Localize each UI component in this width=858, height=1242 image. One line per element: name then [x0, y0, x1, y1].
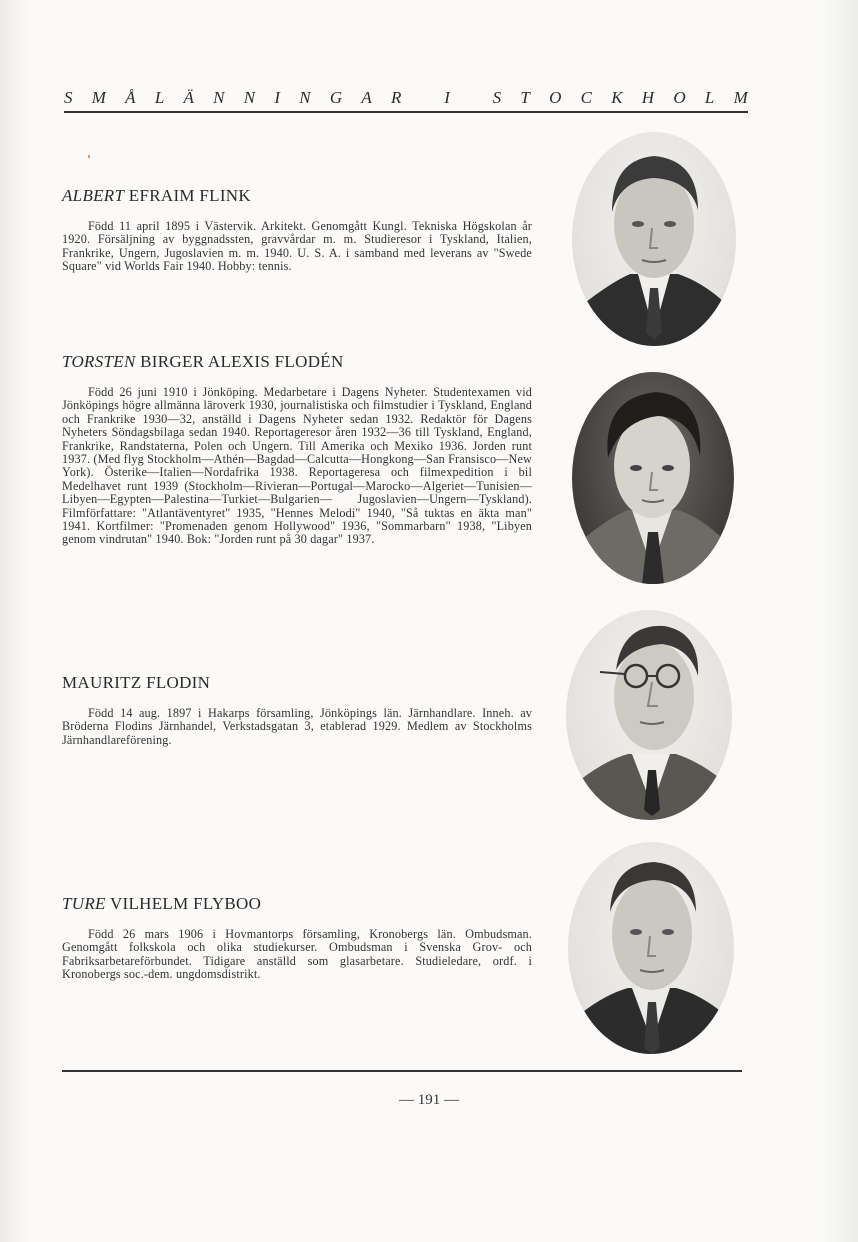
running-head-letter: G — [329, 88, 343, 107]
header-rule — [64, 111, 748, 113]
entry-albert-flink — [62, 186, 532, 274]
running-head — [64, 88, 748, 108]
ink-speck — [88, 155, 90, 158]
running-head-letter: Ä — [183, 88, 194, 107]
surname: BIRGER ALEXIS FLODÉN — [135, 352, 344, 371]
given-name: TURE — [62, 894, 106, 913]
entry-biography: Född 26 mars 1906 i Hovmantorps församling, Kronobergs län. Ombudsman. Genomgått folkskola och olika studiekurser. Ombudsman i Svenska Grov- och Fabriksarbetareförbundet. Tidigare anställd som glasarbetare. Studieledare, ordf. i Kronobergs soc.-dem. ungdomsdistrikt. — [62, 927, 532, 982]
entry-biography: Född 11 april 1895 i Västervik. Arkitekt. Genomgått Kungl. Tekniska Högskolan år 1920. Försäljning av byggnadssten, gravvårdar m. m. Studieresor i Tyskland, Italien, Frankrike, Ungern, Jugoslavien m. m. 1940. U. S. A. i samband med leverans av "Swede Square" vid Worlds Fair 1940. Hobby: tennis. — [62, 219, 532, 274]
running-head-letter: N — [299, 88, 311, 107]
entry-biography: Född 14 aug. 1897 i Hakarps församling, Jönköpings län. Järnhandlare. Inneh. av Bröderna Flodins Järnhandel, Verkstadsgatan 3, etablerad 1929. Medlem av Stockholms Järnhandlareförening. — [62, 706, 532, 747]
running-head-letter: I — [274, 88, 281, 107]
portrait-photo-albert-flink — [572, 132, 736, 346]
running-head-letter: S — [64, 88, 73, 107]
entry-name — [62, 186, 532, 206]
running-head-letter: M — [733, 88, 748, 107]
running-head-letter: R — [391, 88, 402, 107]
running-head-letter: Å — [125, 88, 136, 107]
given-name: ALBERT — [62, 186, 125, 205]
surname: MAURITZ FLODIN — [62, 673, 211, 692]
running-head-letter: T — [520, 88, 530, 107]
entry-ture-flyboo — [62, 894, 532, 982]
entry-name — [62, 352, 532, 372]
running-head-letter: A — [361, 88, 372, 107]
page-number: — 191 — — [399, 1092, 459, 1108]
entry-torsten-floden — [62, 352, 532, 547]
running-head-letter: N — [243, 88, 256, 107]
running-head-letter: N — [213, 88, 225, 107]
running-head-letter: L — [154, 88, 165, 107]
running-head-letter: I — [444, 88, 450, 107]
entry-biography: Född 26 juni 1910 i Jönköping. Medarbetare i Dagens Nyheter. Studentexamen vid Jönköpings högre allmänna läroverk 1930, journalistiska och filmstudier i Tyskland, England och Frankrike 1930—32, anställd i Dagens Nyheter sedan 1932. Redaktör för Dagens Nyheters Söndagsbilaga sedan 1940. Reportageresor åren 1932—36 till Tyskland, England, Frankrike, Randstaterna, Polen och Ungern. Till Amerika och Mexiko 1936. Jorden runt 1937. (Med flyg Stockholm—Athén—Bagdad—Calcutta—Hongkong—San Fransisco—New York). Österike—Italien—Nordafrika 1938. Reportageresa och filmexpedition i bil Medelhavet runt 1939 (Stockholm—Rivieran—Portugal—Marocko—Algeriet—Tunisien—Libyen—Egypten—Palestina—Turkiet—Bulgarien— Jugoslavien—Ungern—Tyskland). Filmförfattare: "Atlantäventyret" 1935, "Hennes Melodi" 1940, "Så tuktas en äkta man" 1941. Kortfilmer: "Promenaden genom Hollywood" 1936, "Sommarbarn" 1938, "Libyen genom vindrutan" 1940. Bok: "Jorden runt på 30 dagar" 1937. — [62, 385, 532, 547]
running-head-letter: L — [704, 88, 715, 107]
running-head-letter — [469, 88, 473, 108]
running-head-letter — [421, 88, 425, 108]
running-head-letter: M — [91, 88, 106, 107]
portrait-photo-ture-flyboo — [568, 842, 734, 1054]
surname: VILHELM FLYBOO — [105, 894, 262, 913]
running-head-letter: O — [549, 88, 562, 107]
entry-mauritz-flodin — [62, 673, 532, 747]
portrait-photo-torsten-floden — [572, 372, 734, 584]
running-head-letter: H — [641, 88, 655, 107]
entry-name — [62, 894, 532, 914]
surname: EFRAIM FLINK — [124, 186, 251, 205]
running-head-letter: C — [580, 88, 592, 107]
portrait-photo-mauritz-flodin — [566, 610, 732, 820]
running-head-letter: S — [492, 88, 502, 107]
entry-name — [62, 673, 532, 693]
footer-rule — [62, 1070, 742, 1072]
running-head-letter: K — [611, 88, 623, 107]
given-name: TORSTEN — [62, 352, 136, 371]
running-head-letter: O — [673, 88, 686, 107]
